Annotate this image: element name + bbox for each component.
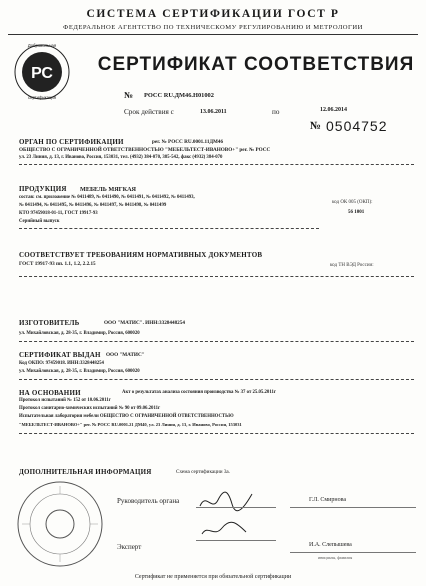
expert-name: И.А. Слепышева xyxy=(309,542,352,548)
head-name: Г.Л. Смирнова xyxy=(309,497,346,503)
logo-bottom-text: сертификация xyxy=(28,95,56,100)
issued-line2: ул. Михайловская, д. 28-35, г. Владимир, Россия, 600020 xyxy=(19,369,140,374)
expert-signature-line xyxy=(196,540,276,541)
document-title: СЕРТИФИКАТ СООТВЕТСТВИЯ xyxy=(97,54,415,75)
organ-rule xyxy=(19,164,414,165)
svg-text:РС: РС xyxy=(31,65,53,82)
scheme-text: Схема сертификации 3а. xyxy=(176,469,231,475)
basis-line1: Акт о результатах анализа состояния производства № 37 от 25.05.2011г xyxy=(122,390,277,395)
agency-name: ФЕДЕРАЛЬНОЕ АГЕНТСТВО ПО ТЕХНИЧЕСКОМУ РЕГУЛИРОВАНИЮ И МЕТРОЛОГИИ xyxy=(63,24,363,31)
organ-reg: рег. № РОСС RU.0001.11ДМ46 xyxy=(152,139,224,145)
reg-no-label: № xyxy=(124,90,134,100)
okp-value: 56 1001 xyxy=(348,210,365,215)
expert-label: Эксперт xyxy=(117,543,142,551)
product-line4: Серийный выпуск xyxy=(19,219,60,224)
footer-note: Сертификат не применяется при обязательной сертификации xyxy=(134,574,292,580)
system-title: СИСТЕМА СЕРТИФИКАЦИИ ГОСТ Р xyxy=(86,8,340,20)
issued-line1: Код ОКПО: 97459018. ИНН:3328448254 xyxy=(19,361,104,366)
product-heading: ПРОДУКЦИЯ xyxy=(19,185,67,193)
product-line3: КТО 97459018-01-11, ГОСТ 19917-93 xyxy=(19,211,98,216)
issued-name: ООО "МАТИС" xyxy=(106,352,145,358)
basis-line3: Протокол санитарно-химических испытаний № 90 от 09.06.2011г xyxy=(19,406,161,411)
issued-heading: СЕРТИФИКАТ ВЫДАН xyxy=(19,351,101,359)
basis-line2: Протокол испытаний № 152 от 10.06.2011г xyxy=(19,398,111,403)
organ-line1: ОБЩЕСТВО С ОГРАНИЧЕННОЙ ОТВЕТСТВЕННОСТЬЮ "МЕБЕЛЬТЕСТ-ИВАНОВО+" per. № РОСС xyxy=(19,147,271,153)
logo-top-text: Добровольная xyxy=(27,43,57,48)
blank-no-label: № xyxy=(310,120,322,132)
product-line1: состав: см. приложение № 0411489, № 0411490, № 0411491, № 0411492, № 0411493, xyxy=(19,195,195,200)
additional-heading: ДОПОЛНИТЕЛЬНАЯ ИНФОРМАЦИЯ xyxy=(19,468,152,476)
date-from: 13.06.2011 xyxy=(200,109,227,115)
date-to-label: по xyxy=(272,108,280,116)
issued-rule xyxy=(19,379,414,380)
product-rule xyxy=(19,228,319,229)
okp-label: код ОК 005 (ОКП): xyxy=(332,200,373,205)
manufacturer-name: ООО "МАТИС". ИНН:3328448254 xyxy=(104,320,185,326)
initials-caption: инициалы, фамилия xyxy=(318,555,353,560)
head-label: Руководитель органа xyxy=(117,497,180,505)
date-to: 12.06.2014 xyxy=(320,107,347,113)
organ-line2: ул. 23 Линия, д. 13, г. Иваново, Россия, 153031, тел. (4932) 384-070, 385-542, факс (4932) 384-070 xyxy=(19,155,223,160)
head-signature xyxy=(196,488,256,514)
blank-number: 0504752 xyxy=(326,118,388,134)
requirements-heading: СООТВЕТСТВУЕТ ТРЕБОВАНИЯМ НОРМАТИВНЫХ ДОКУМЕНТОВ xyxy=(19,251,263,259)
tnved-label: код ТН ВЭД России: xyxy=(330,263,374,268)
reg-number: РОСС RU.ДМ46.Н01002 xyxy=(144,92,214,99)
validity-label: Срок действия с xyxy=(124,108,174,116)
manufacturer-address: ул. Михайловская, д. 28-35, г. Владимир, Россия, 600020 xyxy=(19,331,140,336)
organ-seal xyxy=(16,480,104,568)
expert-signature xyxy=(196,518,256,542)
rst-logo xyxy=(14,44,70,100)
product-name: МЕБЕЛЬ МЯГКАЯ xyxy=(80,186,137,193)
basis-heading: НА ОСНОВАНИИ xyxy=(19,389,81,397)
product-line2: № 0411494, № 0411495, № 0411496, № 0411497, № 0411498, № 0411499 xyxy=(19,203,167,208)
organ-heading: ОРГАН ПО СЕРТИФИКАЦИИ xyxy=(19,138,124,146)
basis-line5: "МЕБЕЛЬТЕСТ-ИВАНОВО+" рег. № РОСС RU.0001.21 ДМ40, ул. 23 Линия, д. 13, г. Иваново, Россия, 153031 xyxy=(19,422,242,427)
head-signature-line xyxy=(196,507,276,508)
expert-name-line xyxy=(290,552,416,553)
head-name-line xyxy=(290,507,416,508)
manufacturer-heading: ИЗГОТОВИТЕЛЬ xyxy=(19,319,80,327)
basis-rule xyxy=(19,433,414,434)
requirements-rule xyxy=(19,276,414,277)
requirements-text: ГОСТ 19917-93 пп. 1.1, 1.2, 2.2.15 xyxy=(19,261,96,267)
basis-line4: Испытательная лаборатория мебели ОБЩЕСТВО С ОГРАНИЧЕННОЙ ОТВЕТСТВЕННОСТЬЮ xyxy=(19,414,234,419)
header-rule xyxy=(8,34,418,35)
manufacturer-rule xyxy=(19,341,414,342)
